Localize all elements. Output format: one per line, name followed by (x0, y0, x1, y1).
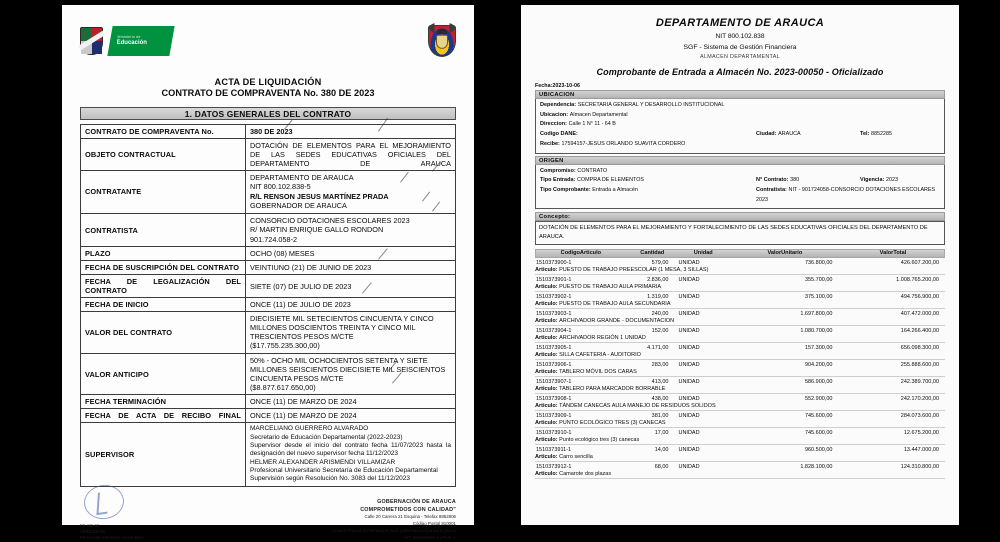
recibe-value: 17594157-JESUS ORLANDO SUAVITA CORDERO (561, 140, 686, 147)
right-page-comprobante-entrada[interactable] (521, 5, 959, 525)
row-label: FECHA DE LEGALIZACIÓN DEL CONTRATO (81, 275, 246, 298)
cell-articulo (535, 301, 945, 307)
cell-unidad: UNIDAD (678, 446, 700, 453)
cell-articulo (535, 471, 945, 477)
cell-valor-unitario: 736.800,00 (804, 259, 833, 266)
cell-articulo (535, 454, 945, 460)
cell-unidad: UNIDAD (678, 361, 700, 368)
table-row (81, 247, 456, 261)
row-value-amount: ($17.755.235.300,00) (250, 341, 320, 351)
supervisor-line: Secretario de Educación Departamental (2022-2023) (250, 433, 403, 441)
contract-data-table (80, 124, 456, 487)
cell-articulo (535, 386, 945, 392)
table-row (81, 409, 456, 423)
compromiso-value: CONTRATO (577, 167, 608, 174)
table-row (535, 360, 945, 377)
cell-valor-total: 242.170.200,00 (900, 395, 939, 402)
cell-unidad: UNIDAD (678, 429, 700, 436)
cell-unidad: UNIDAD (678, 276, 700, 283)
cell-codigo: 1510373905-1 (536, 344, 572, 351)
table-row (535, 445, 945, 462)
office-name: ALMACEN DEPARTAMENTAL (700, 54, 780, 60)
ubicacion-value: Almacen Departamental (569, 111, 628, 118)
table-row (81, 275, 456, 298)
articulo-value: Carro sencilla (559, 453, 593, 460)
row-label: FECHA TERMINACIÓN (81, 395, 246, 409)
cell-codigo: 1510373911-1 (536, 446, 572, 453)
supervisor-line: Supervisión según Resolución No. 3083 del 11/12/2023 (250, 475, 410, 483)
articulo-label: Articulo: (535, 470, 560, 477)
tipo-entrada-value: COMPRA DE ELEMENTOS (577, 177, 645, 184)
column-header-unidad: Unidad (693, 250, 713, 257)
row-value-line: CONSORCIO DOTACIONES ESCOLARES 2023 (250, 215, 410, 225)
cell-unidad: UNIDAD (678, 344, 700, 351)
table-row (81, 213, 456, 246)
arauca-shield-icon (80, 27, 103, 55)
cell-valor-total: 1.008.765.200,00 (896, 276, 939, 283)
row-value (246, 171, 456, 214)
articulo-value: Camarote dos plazas (559, 470, 612, 477)
contratista-value: NIT - 901724058-CONSORCIO DOTACIONES ESCOLARES 2023 (756, 187, 936, 203)
ubicacion-row-recibe (540, 140, 940, 150)
left-logos (80, 26, 172, 56)
row-value: VEINTIUNO (21) DE JUNIO DE 2023 (246, 261, 456, 275)
articulo-value: Punto ecológico tres (3) canecas (559, 436, 640, 443)
row-value: 380 DE 2023 (246, 125, 456, 139)
articulo-value: TABLERO MÓVIL DOS CARAS (559, 368, 637, 375)
row-value: ONCE (11) DE JULIO DE 2023 (246, 298, 456, 312)
articulo-value: ARCHIVADOR GRANDE - DOCUMENTACION (559, 317, 675, 324)
tipo-comprobante-value: Entrada a Almacén (592, 187, 638, 194)
supervisor-line: MARCELIANO GUERRERO ALVARADO (250, 425, 369, 433)
origen-row-tipo-comprobante (540, 186, 940, 205)
row-label: CONTRATANTE (81, 171, 246, 214)
origen-row-compromiso (540, 167, 940, 177)
footer-postal: Código Postal 810001 (412, 521, 456, 527)
footer-nit-page: NIT: 800102838-1 | PAG. 1 (403, 534, 456, 540)
footer-version: VERSIÓN 03 (80, 529, 105, 535)
cell-valor-total: 124.310.800,00 (900, 463, 939, 470)
row-value-line: R/ MARTIN ENRIQUE GALLO RONDON (250, 225, 384, 235)
entity-nit: NIT 800.102.838 (715, 33, 765, 40)
table-row (535, 309, 945, 326)
cell-codigo: 1510373906-1 (536, 361, 572, 368)
ubicacion-row-direccion (540, 120, 940, 130)
cell-valor-unitario: 586.900,00 (804, 378, 833, 385)
fecha-value: 2023-10-06 (552, 83, 580, 89)
cell-valor-unitario: 904.200,00 (804, 361, 833, 368)
cell-valor-total: 12.675.200,00 (903, 429, 939, 436)
footer-emission-date: FECHA DE EMISIÓN: 04-02-2024 (80, 535, 144, 541)
row-label: VALOR ANTICIPO (81, 353, 246, 394)
cell-valor-unitario: 960.500,00 (804, 446, 833, 453)
cell-articulo (535, 403, 945, 409)
cell-codigo: 1510373910-1 (536, 429, 572, 436)
row-value: DOTACIÓN DE ELEMENTOS PARA EL MEJORAMIENTO DE LAS SEDES EDUCATIVAS OFICIALES DEL DEPARTAMENTO DE ARAUCA (246, 139, 456, 171)
acta-title-line1: ACTA DE LIQUIDACIÓN (214, 77, 322, 87)
articulo-value: PUNTO ECOLÓGICO TRES (3) CANECAS (559, 419, 666, 426)
table-row (535, 377, 945, 394)
row-value: OCHO (08) MESES (246, 247, 456, 261)
articulo-value: ARCHIVADOR REGIÓN 1 UNIDAD (559, 334, 646, 341)
cell-articulo (535, 335, 945, 341)
cell-valor-unitario: 552.900,00 (804, 395, 833, 402)
compromiso-label: Compromiso: (540, 167, 576, 174)
cell-valor-total: 13.447.000,00 (903, 446, 939, 453)
ubicacion-row-dane-ciudad-tel (540, 130, 940, 140)
cell-articulo (535, 267, 945, 273)
articulo-value: PUESTO DE TRABAJO AULA SECUNDARIA (559, 300, 671, 307)
cell-valor-unitario: 355.700,00 (804, 276, 833, 283)
row-value (246, 213, 456, 246)
cell-cantidad: 413,00 (651, 378, 669, 385)
cell-unidad: UNIDAD (678, 378, 700, 385)
footer-left-block (80, 523, 144, 542)
origen-block (535, 165, 945, 210)
acta-title-line2: CONTRATO DE COMPRAVENTA No. 380 DE 2023 (161, 88, 375, 98)
table-row (535, 428, 945, 445)
footer-entity: GOBERNACIÓN DE ARAUCA (377, 498, 456, 505)
cell-cantidad: 2.836,00 (647, 276, 669, 283)
cell-unidad: UNIDAD (678, 310, 700, 317)
cell-codigo: 1510373903-1 (536, 310, 572, 317)
cell-codigo: 1510373902-1 (536, 293, 572, 300)
ubicacion-row-ubicacion (540, 111, 940, 121)
table-row (535, 462, 945, 479)
cell-articulo (535, 420, 945, 426)
page-title (80, 77, 456, 98)
footer-email: Arauca-Arauca (Colombia) E-mail: gobernacion@arauca.gov.co (332, 527, 456, 533)
row-value-text: 50% - OCHO MIL OCHOCIENTOS SETENTA Y SIETE MILLONES SEISCIENTOS DIECISIETE MIL SEISCIENTOS CINCUENTA PESOS M/CTE (250, 355, 446, 383)
cell-codigo: 1510373901-1 (536, 276, 572, 283)
codigo-dane-label: Codigo DANE: (540, 131, 578, 138)
cell-articulo (535, 369, 945, 375)
footer-right-block (332, 498, 456, 542)
cell-articulo (535, 318, 945, 324)
dependencia-value: SECRETARIA GENERAL Y DESARROLLO INSTITUCIONAL (577, 102, 725, 108)
table-row (81, 423, 456, 486)
vigencia-value: 2023 (886, 177, 899, 184)
cell-cantidad: 438,00 (651, 395, 669, 402)
cell-valor-unitario: 1.697.800,00 (800, 310, 833, 317)
cell-codigo: 1510373909-1 (536, 412, 572, 419)
articulo-label: Articulo: (535, 334, 560, 341)
tel-value: 8852285 (871, 131, 893, 138)
section-header-origen: ORIGEN (535, 156, 945, 165)
articulo-value: SILLA CAFETERIA - AUDITORIO (559, 351, 641, 358)
row-value-text: DIECISIETE MIL SETECIENTOS CINCUENTA Y CINCO MILLONES DOSCIENTOS TREINTA Y CINCO MIL TRESCIENTOS PESOS M/CTE (250, 314, 434, 342)
row-value-line: DEPARTAMENTO DE ARAUCA (250, 173, 354, 182)
cell-valor-unitario: 375.100,00 (804, 293, 833, 300)
cell-cantidad: 283,00 (651, 361, 669, 368)
row-label: FECHA DE ACTA DE RECIBO FINAL (81, 409, 246, 423)
section-header-datos-generales: 1. DATOS GENERALES DEL CONTRATO (80, 107, 456, 120)
cell-valor-unitario: 1.080.700,00 (800, 327, 833, 334)
table-row (81, 139, 456, 171)
footer-slogan: COMPROMETIDOS CON CALIDAD" (360, 506, 456, 513)
table-row (81, 261, 456, 275)
cell-cantidad: 1.319,00 (647, 293, 669, 300)
row-value-line: 901.724.058-2 (250, 234, 298, 244)
ciudad-label: Ciudad: (756, 131, 777, 138)
table-row (535, 258, 945, 275)
tel-label: Tel: (860, 131, 870, 138)
cell-cantidad: 68,00 (654, 463, 669, 470)
articulo-label: Articulo: (535, 385, 560, 392)
table-row (81, 395, 456, 409)
row-label: VALOR DEL CONTRATO (81, 312, 246, 353)
row-value: SIETE (07) DE JULIO DE 2023 (246, 275, 456, 298)
table-row (535, 343, 945, 360)
articulo-label: Articulo: (535, 317, 560, 324)
ubicacion-block (535, 99, 945, 154)
cell-valor-unitario: 157.300,00 (804, 344, 833, 351)
articulo-label: Articulo: (535, 300, 560, 307)
supervisor-line: HELMER ALEXANDER ARISMENDI VILLAMIZAR (250, 458, 396, 466)
cell-articulo (535, 352, 945, 358)
tipo-comprobante-label: Tipo Comprobante: (540, 187, 591, 194)
row-value: ONCE (11) DE MARZO DE 2024 (246, 395, 456, 409)
cell-cantidad: 4.171,00 (647, 344, 669, 351)
cell-codigo: 1510373908-1 (536, 395, 572, 402)
row-value: ONCE (11) DE MARZO DE 2024 (246, 409, 456, 423)
cell-valor-total: 284.073.600,00 (900, 412, 939, 419)
row-value (246, 353, 456, 394)
n-contrato-value: 380 (790, 177, 800, 184)
origen-row-tipo-entrada (540, 176, 940, 186)
articulo-value: PUESTO DE TRABAJO AULA PRIMARIA (559, 283, 662, 290)
vigencia-label: Vigencia: (860, 177, 885, 184)
fecha-label: Fecha: (535, 83, 553, 89)
cell-valor-total: 407.472.000,00 (900, 310, 939, 317)
ministry-logo-line1: Ministerio de (117, 34, 141, 39)
footer-code: FR-CC-02 (80, 522, 100, 528)
cell-unidad: UNIDAD (678, 259, 700, 266)
column-header-codigo: CodigoArticulo (560, 250, 602, 257)
footer-address: Calle 20 Carrera 21 Esquina - Telefax 8852806 (364, 514, 456, 520)
articulo-value: PUESTO DE TRABAJO PREESCOLAR (1 MESA, 3 SILLAS) (559, 266, 709, 273)
direccion-value: Calle 1 N° 11 - 64 B (568, 121, 616, 128)
cell-codigo: 1510373907-1 (536, 378, 572, 385)
colombia-coat-of-arms-icon (428, 25, 456, 57)
column-header-valor-total: ValorTotal (879, 250, 907, 257)
entity-name: DEPARTAMENTO DE ARAUCA (655, 17, 825, 29)
cell-valor-total: 242.389.700,00 (900, 378, 939, 385)
row-label: CONTRATISTA (81, 213, 246, 246)
section-header-concepto: Concepto: (535, 212, 945, 221)
cell-valor-total: 494.756.900,00 (900, 293, 939, 300)
comprobante-header (535, 17, 945, 77)
table-row (81, 125, 456, 139)
items-table-header (535, 249, 945, 258)
row-value-line: GOBERNADOR DE ARAUCA (250, 201, 347, 211)
table-row (535, 394, 945, 411)
contratista-label: Contratista: (756, 187, 787, 194)
cell-valor-total: 426.607.200,00 (900, 259, 939, 266)
articulo-label: Articulo: (535, 402, 560, 409)
ministry-logo-line2: Educación (116, 39, 148, 46)
cell-valor-unitario: 745.600,00 (804, 429, 833, 436)
fecha-field (535, 83, 945, 89)
cell-codigo: 1510373912-1 (536, 463, 572, 470)
cell-codigo: 1510373904-1 (536, 327, 572, 334)
cell-unidad: UNIDAD (678, 463, 700, 470)
cell-valor-unitario: 745.600,00 (804, 412, 833, 419)
cell-articulo (535, 284, 945, 290)
cell-valor-unitario: 1.828.100,00 (800, 463, 833, 470)
row-label: CONTRATO DE COMPRAVENTA No. (81, 125, 246, 139)
articulo-value: TABLERO PARA MARCADOR BORRABLE (559, 385, 666, 392)
cell-unidad: UNIDAD (678, 395, 700, 402)
tipo-entrada-label: Tipo Entrada: (540, 177, 576, 184)
table-row (81, 171, 456, 214)
row-value-line: R/L RENSON JESUS MARTÍNEZ PRADA (250, 191, 389, 201)
table-row (81, 312, 456, 353)
ubicacion-row-dependencia (540, 101, 940, 111)
row-label: PLAZO (81, 247, 246, 261)
row-value (246, 312, 456, 353)
cell-cantidad: 381,00 (651, 412, 669, 419)
table-row (535, 326, 945, 343)
items-table-body (535, 258, 945, 479)
table-row (535, 411, 945, 428)
concepto-text: DOTACIÓN DE ELEMENTOS PARA EL MEJORAMIENTO Y FORTALECIMIENTO DE LAS SEDES EDUCATIVAS OFICIALES DEL DEPARTAMENTO DE ARAUCA. (535, 221, 945, 244)
articulo-label: Articulo: (535, 266, 560, 273)
cell-cantidad: 240,00 (651, 310, 669, 317)
cell-valor-total: 164.266.400,00 (900, 327, 939, 334)
articulo-label: Articulo: (535, 419, 560, 426)
table-row (535, 275, 945, 292)
ubicacion-label: Ubicacion: (540, 111, 569, 118)
cell-codigo: 1510373900-1 (536, 259, 572, 266)
row-label: SUPERVISOR (81, 423, 246, 486)
section-header-ubicacion: UBICACION (535, 90, 945, 99)
cell-unidad: UNIDAD (678, 412, 700, 419)
cell-cantidad: 14,00 (654, 446, 669, 453)
dependencia-label: Dependencia: (540, 102, 577, 108)
articulo-value: TÁNDEM CANECAS AULA MANEJO DE RESIDUOS SOLIDOS (559, 402, 716, 409)
supervisor-line: Supervisor desde el inicio del contrato fecha 11/07/2023 hasta la designación del nuevo supervisor fecha 11/12/2023 (250, 441, 451, 458)
supervisor-line: Profesional Universitario Secretaría de Educación Departamental (250, 466, 438, 474)
articulo-label: Articulo: (535, 436, 560, 443)
direccion-label: Direccion: (540, 121, 567, 128)
row-value-amount: ($8.877.617.650,00) (250, 382, 316, 392)
row-label: OBJETO CONTRACTUAL (81, 139, 246, 171)
row-value-supervisor (246, 423, 456, 486)
comprobante-title: Comprobante de Entrada a Almacén No. 2023-00050 - Oficializado (596, 67, 884, 77)
left-page-acta-liquidacion[interactable] (62, 5, 474, 541)
n-contrato-label: N° Contrato: (756, 177, 789, 184)
articulo-label: Articulo: (535, 283, 560, 290)
cell-valor-total: 255.888.600,00 (900, 361, 939, 368)
table-row (81, 298, 456, 312)
cell-valor-total: 656.098.300,00 (900, 344, 939, 351)
cell-cantidad: 579,00 (651, 259, 669, 266)
cell-unidad: UNIDAD (678, 293, 700, 300)
ministry-of-education-logo (107, 26, 174, 56)
column-header-cantidad: Cantidad (640, 250, 665, 257)
cell-cantidad: 152,00 (651, 327, 669, 334)
cell-unidad: UNIDAD (678, 327, 700, 334)
articulo-label: Articulo: (535, 453, 560, 460)
articulo-label: Articulo: (535, 368, 560, 375)
row-value-line: NIT 800.102.838-5 (250, 182, 311, 192)
articulo-label: Articulo: (535, 351, 560, 358)
ciudad-value: ARAUCA (778, 131, 801, 138)
cell-cantidad: 17,00 (654, 429, 669, 436)
cell-articulo (535, 437, 945, 443)
row-label: FECHA DE INICIO (81, 298, 246, 312)
document-header-logos (80, 19, 456, 63)
recibe-label: Recibe: (540, 140, 560, 147)
table-row (535, 292, 945, 309)
row-label: FECHA DE SUSCRIPCIÓN DEL CONTRATO (81, 261, 246, 275)
financial-system-name: SGF - Sistema de Gestión Financiera (683, 44, 797, 51)
column-header-valor-unitario: ValorUnitario (767, 250, 803, 257)
document-footer (80, 498, 456, 542)
